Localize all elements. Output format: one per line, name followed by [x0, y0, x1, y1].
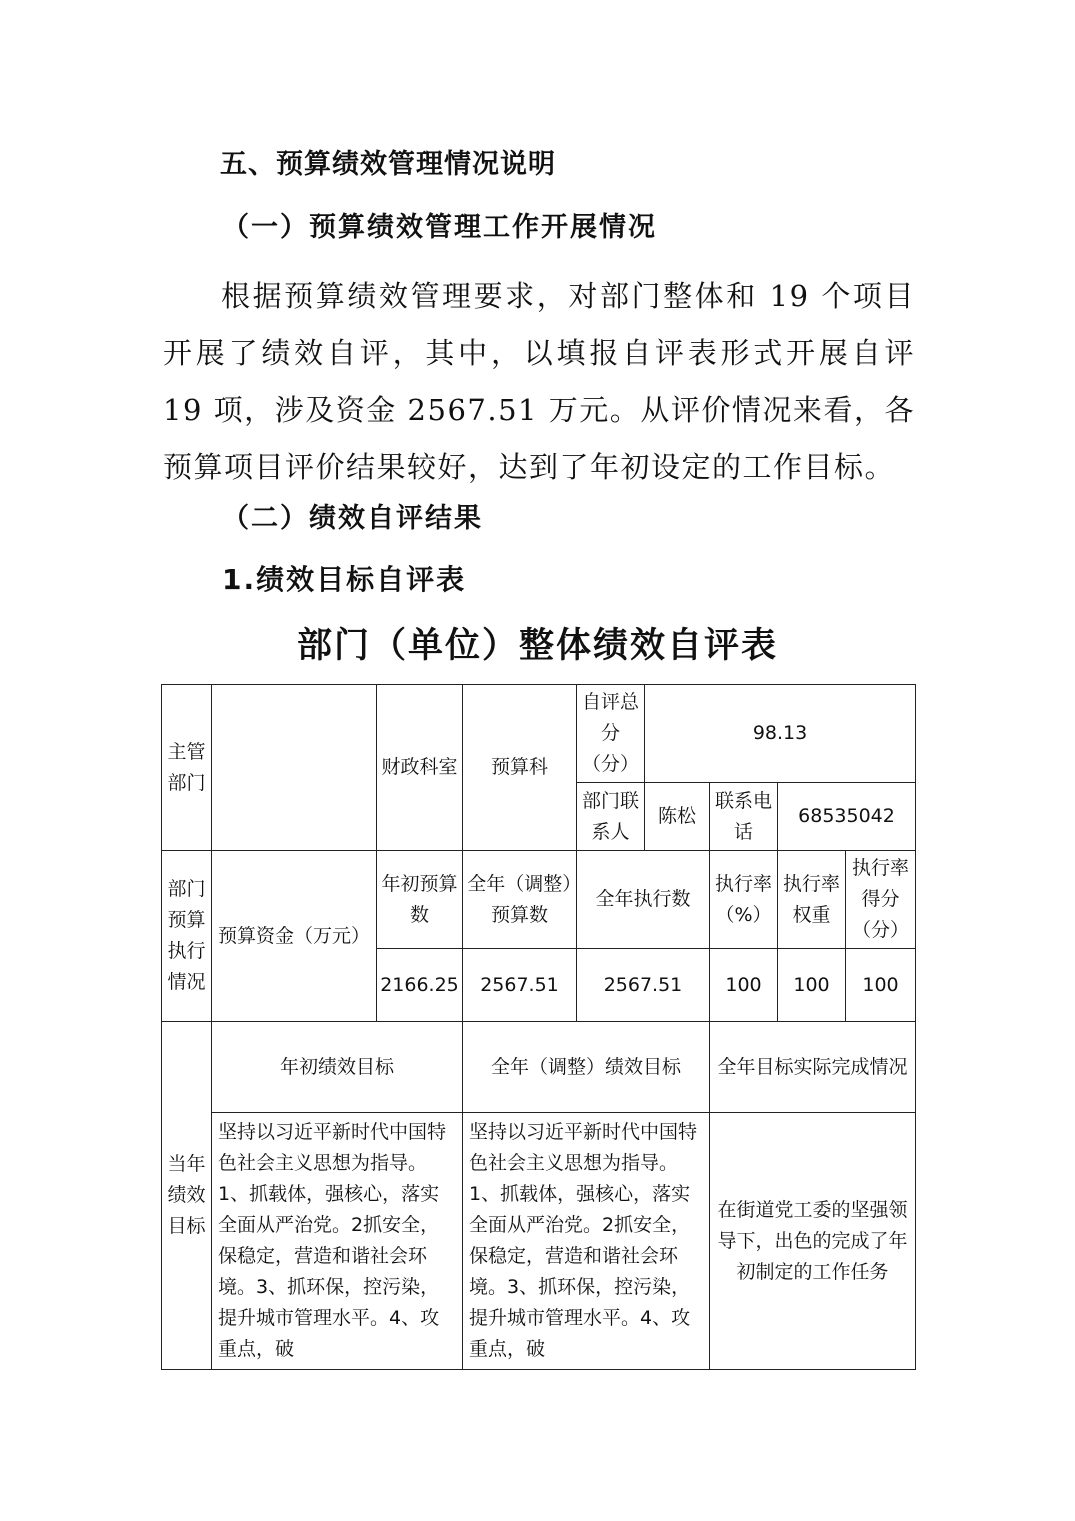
table-title: 部门（单位）整体绩效自评表 [296, 625, 778, 666]
phone-label: 联系电话 [710, 783, 778, 851]
subheading-goal-table: 1.绩效目标自评表 [222, 563, 467, 596]
contact-value: 陈松 [645, 783, 710, 851]
completion-text: 在街道党工委的坚强领导下，出色的完成了年初制定的工作任务 [710, 1113, 916, 1370]
score-value: 98.13 [645, 685, 916, 783]
section-heading: 五、预算绩效管理情况说明 [220, 149, 556, 180]
header-rate-score: 执行率得分（分） [846, 851, 916, 949]
section-cell: 预算科 [463, 685, 577, 851]
initial-goal-text: 坚持以习近平新时代中国特色社会主义思想为指导。1、抓载体，强核心，落实全面从严治党。2抓安全，保稳定，营造和谐社会环境。3、抓环保，控污染，提升城市管理水平。4、攻重点，破 [212, 1113, 463, 1370]
header-initial-goal: 年初绩效目标 [212, 1022, 463, 1113]
body-paragraph: 根据预算绩效管理要求，对部门整体和 19 个项目开展了绩效自评，其中，以填报自评表形式开展自评 19 项，涉及资金 2567.51 万元。从评价情况来看，各预算项目评价结果较好，达到了年初设定的工作目标。 [163, 279, 915, 484]
header-completion: 全年目标实际完成情况 [710, 1022, 916, 1113]
dept-value [212, 685, 377, 851]
header-initial-budget: 年初预算数 [377, 851, 463, 949]
score-label: 自评总分（分） [577, 685, 645, 783]
header-adjusted-goal: 全年（调整）绩效目标 [463, 1022, 710, 1113]
self-evaluation-table [161, 684, 916, 1370]
phone-value: 68535042 [778, 783, 916, 851]
adjusted-goal-text: 坚持以习近平新时代中国特色社会主义思想为指导。1、抓载体，强核心，落实全面从严治党。2抓安全，保稳定，营造和谐社会环境。3、抓环保，控污染，提升城市管理水平。4、攻重点，破 [463, 1113, 710, 1370]
header-adjusted-budget: 全年（调整）预算数 [463, 851, 577, 949]
value-adjusted-budget: 2567.51 [463, 949, 577, 1022]
value-rate-weight: 100 [778, 949, 846, 1022]
subheading-work-status: （一）预算绩效管理工作开展情况 [222, 212, 657, 243]
label-annual-goals: 当年绩效目标 [162, 1022, 212, 1370]
value-execution-rate: 100 [710, 949, 778, 1022]
label-dept: 主管部门 [162, 685, 212, 851]
header-execution: 全年执行数 [577, 851, 710, 949]
contact-label: 部门联系人 [577, 783, 645, 851]
funds-label: 预算资金（万元） [212, 851, 377, 1022]
value-execution: 2567.51 [577, 949, 710, 1022]
label-budget-execution: 部门预算执行情况 [162, 851, 212, 1022]
subheading-self-eval-results: （二）绩效自评结果 [222, 503, 483, 534]
value-rate-score: 100 [846, 949, 916, 1022]
office-cell: 财政科室 [377, 685, 463, 851]
header-rate-weight: 执行率权重 [778, 851, 846, 949]
value-initial-budget: 2166.25 [377, 949, 463, 1022]
header-execution-rate: 执行率（%） [710, 851, 778, 949]
